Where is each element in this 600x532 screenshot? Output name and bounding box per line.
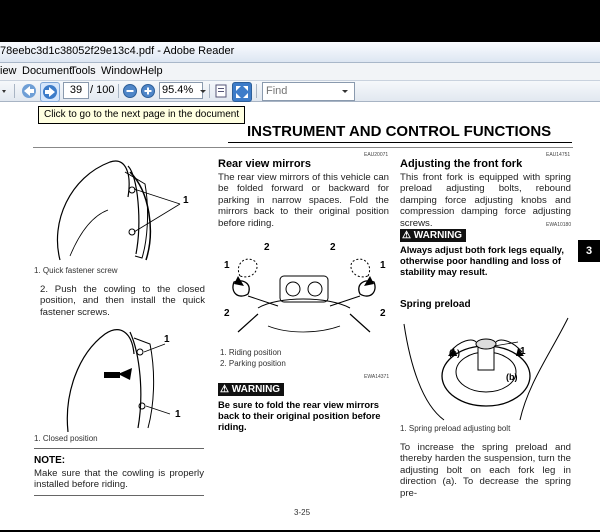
fork-adjuster-illustration <box>400 314 572 422</box>
front-fork-text: This front fork is equipped with spring preload adjusting bolts, rebound damping force adjusting knobs and compression damping force adjusting screws. <box>400 172 571 229</box>
warning-triangle-icon: ⚠ <box>220 384 229 395</box>
mirror-callout-2c: 2 <box>224 308 230 319</box>
fig2-callout-a: 1 <box>164 334 170 345</box>
toolbar-separator <box>256 84 257 98</box>
warning-triangle-icon: ⚠ <box>402 230 411 241</box>
fig2-callout-b: 1 <box>175 409 181 420</box>
mirror-caption-2: 2. Parking position <box>220 359 286 368</box>
fit-page-icon[interactable] <box>212 82 230 100</box>
mirror-caption-1: 1. Riding position <box>220 348 282 357</box>
note-rule-bottom <box>34 495 204 496</box>
mirror-callout-2b: 2 <box>330 242 336 253</box>
find-dropdown-icon[interactable] <box>340 82 350 100</box>
closed-position-illustration <box>60 324 190 432</box>
page-heading: INSTRUMENT AND CONTROL FUNCTIONS <box>247 123 552 140</box>
fig1-callout: 1 <box>183 195 189 206</box>
menu-help[interactable]: Help <box>140 65 163 77</box>
toolbar-separator <box>209 84 210 98</box>
direction-label-a: (a) <box>449 348 460 358</box>
warning-label: WARNING <box>413 230 463 241</box>
doc-code: EWA10180 <box>546 222 572 228</box>
spring-preload-heading: Spring preload <box>400 299 471 310</box>
toolbar-overflow-icon[interactable] <box>0 82 8 100</box>
cowling-screw-illustration <box>50 152 210 262</box>
rear-view-mirrors-title: Rear view mirrors <box>218 158 311 170</box>
direction-label-b: (b) <box>506 372 518 382</box>
page-number: 3-25 <box>294 508 311 517</box>
tooltip: Click to go to the next page in the document <box>38 106 245 124</box>
menu-window[interactable]: Window <box>101 65 141 77</box>
menu-bar <box>0 63 600 81</box>
fork-warning-text: Always adjust both fork legs equally, otherwise poor handling and loss of stability may result. <box>400 244 564 278</box>
fork-caption: 1. Spring preload adjusting bolt <box>400 424 511 433</box>
rear-view-mirrors-text: The rear view mirrors of this vehicle can be folded forward or backward for parking in narrow spaces. Fold the mirrors back to their original position before riding. <box>218 172 389 229</box>
next-page-icon[interactable] <box>40 82 60 102</box>
note-rule <box>34 448 204 449</box>
fig1-caption: 1. Quick fastener screw <box>34 266 118 275</box>
front-fork-title: Adjusting the front fork <box>400 158 523 170</box>
fork-callout: 1 <box>520 346 526 357</box>
toolbar-separator <box>118 84 119 98</box>
zoom-out-icon[interactable] <box>121 82 139 100</box>
mirror-callout-2a: 2 <box>264 242 270 253</box>
menu-view[interactable]: iew <box>0 65 17 77</box>
doc-code: EWA14371 <box>364 374 390 380</box>
window-title: 78eebc3d1c38052f29e13c4.pdf - Adobe Reader <box>0 45 235 57</box>
fig2-caption: 1. Closed position <box>34 434 98 443</box>
heading-rule <box>228 142 572 143</box>
document-page <box>0 102 600 530</box>
warning-badge <box>400 229 466 242</box>
mirror-warning-text: Be sure to fold the rear view mirrors back to their original position before riding. <box>218 399 381 433</box>
page-total: / 100 <box>90 84 115 96</box>
warning-badge <box>218 383 284 396</box>
previous-page-icon[interactable] <box>20 82 38 100</box>
note-text: Make sure that the cowling is properly installed before riding. <box>34 468 204 491</box>
note-title: NOTE: <box>34 455 66 466</box>
instruction-step-2: 2. Push the cowling to the closed position, and then install the quick fastener screws. <box>40 284 205 318</box>
zoom-level-field[interactable]: 95.4% <box>159 82 203 99</box>
title-bar <box>0 42 600 63</box>
handlebar-mirrors-illustration <box>218 236 390 346</box>
mirror-callout-1a: 1 <box>224 260 230 271</box>
mirror-callout-1b: 1 <box>380 260 386 271</box>
zoom-in-icon[interactable] <box>139 82 157 100</box>
fit-width-icon[interactable] <box>232 82 252 102</box>
zoom-dropdown-icon[interactable] <box>198 82 208 100</box>
header-underline <box>33 147 573 148</box>
doc-code: EAU14751 <box>546 152 571 158</box>
mirror-callout-2d: 2 <box>380 308 386 319</box>
spring-preload-text: To increase the spring preload and thereby harden the suspension, turn the adjusting bolt on each fork leg in direction (a). To decrease the spring pre- <box>400 442 571 499</box>
toolbar-separator <box>14 84 15 98</box>
doc-code: EAU20071 <box>364 152 389 158</box>
chapter-tab: 3 <box>578 240 600 262</box>
menu-tools[interactable]: Tools <box>70 65 96 77</box>
toolbar <box>0 81 600 102</box>
page-number-input[interactable] <box>63 82 89 99</box>
warning-label: WARNING <box>231 384 281 395</box>
menu-document[interactable]: Document <box>22 65 73 77</box>
